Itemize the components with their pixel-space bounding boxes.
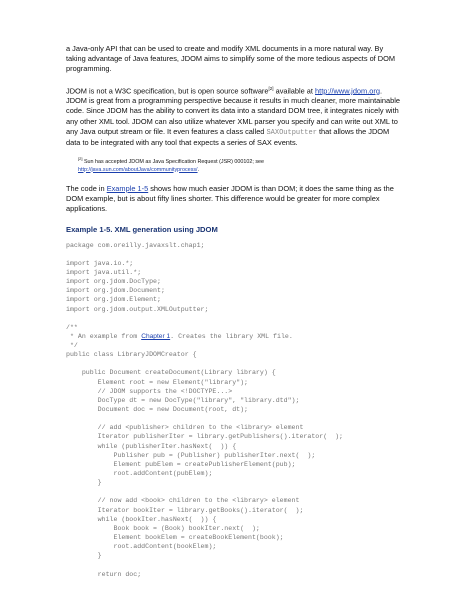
- comment-text-2: . Creates the library XML file.: [170, 332, 293, 340]
- comment-text-1: * An example from: [66, 332, 142, 340]
- footnote-mark: [2]: [78, 156, 83, 162]
- jdom-text-4: that allows the JDOM data to be integrated with any tool that expects a series of SAX events.: [66, 126, 390, 148]
- example-title: Example 1-5. XML generation using JDOM: [66, 224, 218, 234]
- code-line: /**: [66, 323, 78, 331]
- jdom-site-link[interactable]: http://www.jdom.org: [315, 86, 380, 96]
- comparison-text-2: shows how much easier JDOM is than DOM; it does the same thing as the DOM example, but is about fifty lines shorter. This difference would be greater for more complex applications.: [66, 183, 394, 214]
- code-line: public class LibraryJDOMCreator {: [66, 351, 197, 359]
- code-line: import org.jdom.Document;: [66, 287, 165, 295]
- code-line: Book book = (Book) bookIter.next( );: [66, 524, 260, 532]
- code-line: }: [66, 479, 102, 487]
- code-line: import org.jdom.Element;: [66, 296, 161, 304]
- comparison-paragraph: [66, 184, 403, 215]
- intro-paragraph: a Java-only API that can be used to create and modify XML documents in a more natural way. By taking advantage of Java features, JDOM aims to simplify some of the more tedious aspects of DOM programming.: [66, 44, 396, 74]
- footnote-ref[interactable]: [2]: [268, 85, 274, 91]
- code-line: // JDOM supports the <!DOCTYPE...>: [66, 387, 233, 395]
- code-line: root.addContent(bookElem);: [66, 543, 217, 551]
- code-line: [66, 314, 403, 323]
- code-line: [66, 250, 403, 259]
- code-line: Publisher pub = (Publisher) publisherIter.next( );: [66, 451, 316, 459]
- code-line: [66, 332, 403, 341]
- code-line: Element pubElem = createPublisherElement(pub);: [66, 460, 296, 468]
- code-line: [66, 359, 403, 368]
- jdom-text-1: JDOM is not a W3C specification, but is open source software: [66, 86, 269, 96]
- saxoutputter-code: SAXOutputter: [266, 128, 317, 137]
- code-line: package com.oreilly.javaxslt.chap1;: [66, 241, 205, 249]
- code-line: import org.jdom.output.XMLOutputter;: [66, 305, 209, 313]
- chapter-link[interactable]: Chapter 1: [141, 332, 171, 340]
- code-line: Element bookElem = createBookElement(book);: [66, 534, 284, 542]
- code-line: // add <publisher> children to the <library> element: [66, 424, 304, 432]
- code-line: return doc;: [66, 570, 142, 578]
- footnote-link[interactable]: http://java.sun.com/aboutJava/communityprocess/: [78, 166, 198, 173]
- code-line: }: [66, 552, 102, 560]
- jdom-text-3: . JDOM is great from a programming perspective because it results in much cleaner, more maintainable code. Since JDOM has the ability to convert its data into a standard DOM tree, it integrates nicely with any other XML tool. JDOM can also utilize whatever XML parser you specify and can write out XML to any Java output stream or file. It even features a class called: [66, 86, 400, 136]
- comparison-text-1: The code in: [66, 183, 107, 193]
- code-line: while (bookIter.hasNext( )) {: [66, 515, 217, 523]
- code-line: public Document createDocument(Library library) {: [66, 369, 276, 377]
- jdom-text-2: available at: [273, 86, 316, 96]
- code-listing: [66, 241, 403, 579]
- code-line: [66, 487, 403, 496]
- footnote: [66, 155, 403, 174]
- code-line: [66, 414, 403, 423]
- code-line: */: [66, 342, 78, 350]
- jdom-paragraph: [66, 84, 403, 149]
- code-line: while (publisherIter.hasNext( )) {: [66, 442, 237, 450]
- code-line: import java.io.*;: [66, 259, 134, 267]
- example-link[interactable]: Example 1-5: [106, 183, 149, 193]
- code-line: Iterator bookIter = library.getBooks().iterator( );: [66, 506, 304, 514]
- code-line: import java.util.*;: [66, 268, 142, 276]
- code-line: root.addContent(pubElem);: [66, 470, 213, 478]
- code-line: [66, 560, 403, 569]
- code-line: import org.jdom.DocType;: [66, 278, 161, 286]
- code-line: Document doc = new Document(root, dt);: [66, 406, 249, 414]
- footnote-text: Sun has accepted JDOM as Java Specification Request (JSR) 000102; see: [82, 159, 265, 166]
- footnote-end: .: [197, 166, 200, 173]
- code-line: // now add <book> children to the <library> element: [66, 497, 300, 505]
- code-line: DocType dt = new DocType("library", "library.dtd");: [66, 396, 300, 404]
- code-line: Iterator publisherIter = library.getPublishers().iterator( );: [66, 433, 343, 441]
- code-line: Element root = new Element("library");: [66, 378, 249, 386]
